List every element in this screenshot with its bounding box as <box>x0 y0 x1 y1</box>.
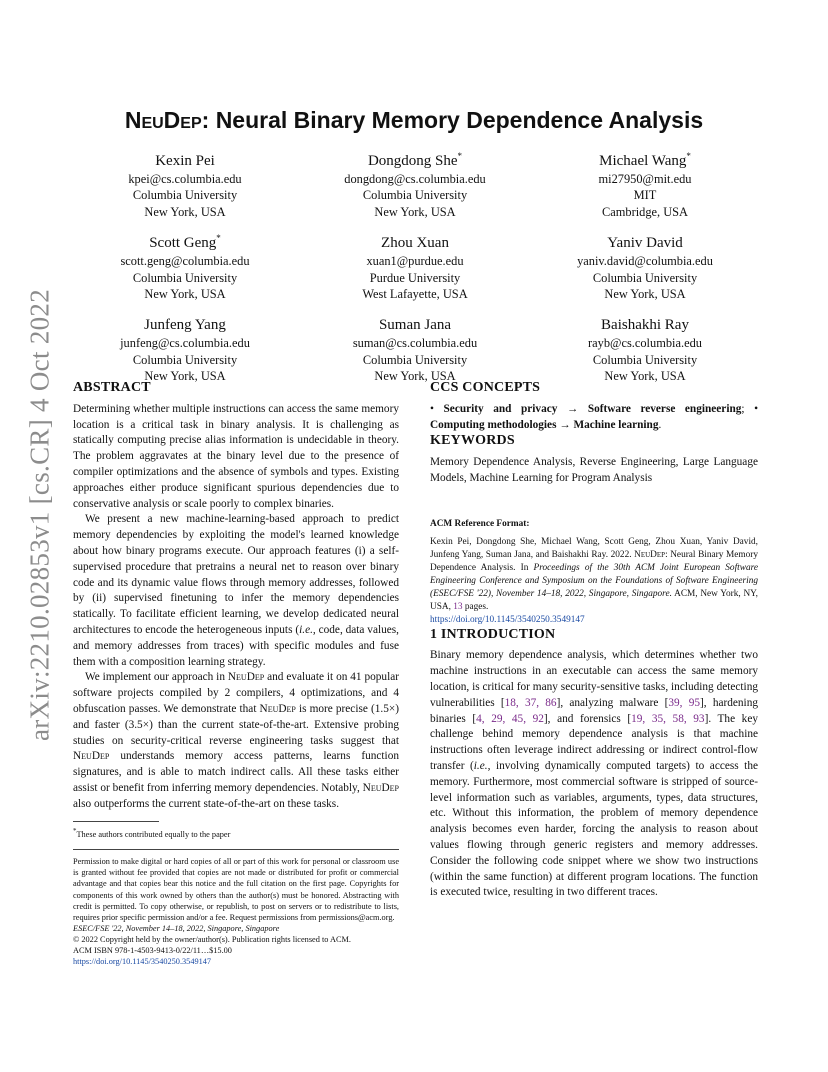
author-name: Junfeng Yang <box>144 317 226 334</box>
author-affiliation: Purdue University <box>369 270 461 285</box>
reference-doi-link[interactable]: https://doi.org/10.1145/3540250.3549147 <box>430 614 585 625</box>
author-location: New York, USA <box>604 369 686 384</box>
permission-block <box>73 856 399 967</box>
author-name: Zhou Xuan <box>381 235 449 252</box>
introduction-paragraph: Binary memory dependence analysis, which determines whether two machine instructions in an executable can access the same memory location, is critical for many security-sensitive tasks, including detecting vulnerabilities [18, 37, 86], analyzing malware [39, 95], hardening binaries [4, 29, 45, 92], and forensics [19, 35, 58, 93]. The key challenge behind memory dependence analysis is that machine instructions often leverage indirect addressing or indirect control-flow transfer (i.e., involving dynamically computed targets) to access the memory. Furthermore, most commercial software is stripped of source-level information such as variables, arguments, types, data structures, etc. Without this information, the problem of memory dependence analysis becomes even harder, forcing the analysis to reason about values flowing through generic registers and memory addresses. Consider the following code snippet where we show two instructions (within the same function) at different program locations. The function is executed twice, resulting in two different traces. <box>430 649 758 899</box>
author-card <box>530 228 760 302</box>
author-affiliation: Columbia University <box>132 188 238 203</box>
author-location: New York, USA <box>374 204 456 219</box>
ccs-heading: CCS CONCEPTS <box>430 380 541 395</box>
author-email: suman@cs.columbia.edu <box>352 336 478 351</box>
arxiv-stamp <box>10 255 70 775</box>
author-card <box>70 228 300 302</box>
author-location: West Lafayette, USA <box>362 287 468 302</box>
author-card <box>530 310 760 384</box>
author-name: Baishakhi Ray <box>601 317 689 334</box>
conference-line: ESEC/FSE '22, November 14–18, 2022, Singapore, Singapore <box>73 923 280 933</box>
author-card <box>70 146 300 220</box>
author-row <box>70 228 760 302</box>
permission-rule <box>73 849 399 850</box>
author-email: yaniv.david@columbia.edu <box>577 254 713 269</box>
arxiv-stamp-text: arXiv:2210.02853v1 [cs.CR] 4 Oct 2022 <box>24 288 55 742</box>
author-location: New York, USA <box>144 204 226 219</box>
author-affiliation: Columbia University <box>362 188 468 203</box>
author-location: New York, USA <box>144 369 226 384</box>
abstract-paragraph-3: We implement our approach in NeuDep and evaluate it on 41 popular software projects compiled by 2 compilers, 4 optimizations, and 4 obfuscation passes. We demonstrate that NeuDep is more precise (1.5×) and faster (3.5×) than the current state-of-the-art. Extensive probing studies on security-critical reverse engineering tasks suggest that NeuDep understands memory access patterns, learns function signatures, and is able to match indirect calls. All these tasks either assist or benefit from inferring memory dependencies. Notably, NeuDep also outperforms the current state-of-the-art on these tasks. <box>73 671 399 810</box>
author-name: Kexin Pei <box>155 153 215 169</box>
paper-title <box>0 107 828 134</box>
author-affiliation: MIT <box>633 188 657 203</box>
acm-reference-heading: ACM Reference Format: <box>430 518 530 529</box>
author-email: junfeng@cs.columbia.edu <box>120 336 250 351</box>
author-email: mi27950@mit.edu <box>598 172 692 186</box>
author-email: dongdong@cs.columbia.edu <box>344 172 486 186</box>
author-name: Suman Jana <box>378 317 452 334</box>
author-location: New York, USA <box>374 369 456 384</box>
author-card <box>530 146 760 220</box>
copyright-line: © 2022 Copyright held by the owner/author(s). Publication rights licensed to ACM. <box>73 934 351 944</box>
author-name: Dongdong She* <box>367 151 463 169</box>
isbn-line: ACM ISBN 978-1-4503-9413-0/22/11…$15.00 <box>73 946 232 956</box>
author-card <box>300 228 530 302</box>
citation-link[interactable]: 19, 35, 58, 93 <box>631 712 705 725</box>
author-affiliation: Columbia University <box>592 352 698 367</box>
citation-link[interactable]: 4, 29, 45, 92 <box>476 712 544 725</box>
permission-statement: Permission to make digital or hard copies of all or part of this work for personal or classroom use is granted without fee provided that copies are not made or distributed for profit or commercial advantage and that copies bear this notice and the full citation on the first page. Copyrights for components of this work owned by others than the author(s) must be honored. Abstracting with credit is permitted. To copy otherwise, or republish, to post on servers or to redistribute to lists, requires prior specific permission and/or a fee. Request permissions from permissions@acm.org. <box>73 857 399 922</box>
author-email: rayb@cs.columbia.edu <box>588 336 702 351</box>
doi-link[interactable]: https://doi.org/10.1145/3540250.3549147 <box>73 957 212 967</box>
author-location: Cambridge, USA <box>601 204 689 219</box>
abstract-paragraph-2: We present a new machine-learning-based approach to predict memory dependencies by exploiting the model's learned knowledge about how binary programs execute. Our approach features (i) a self-supervised procedure that pretrains a neural net to reason over binary code and its dynamic value flows through memory addresses, followed by (ii) supervised finetuning to infer the memory dependencies statically. To facilitate efficient learning, we develop dedicated neural architectures to encode the heterogeneous inputs (i.e., code, data values, and memory addresses from traces) with specific modules and fuse them with a composition learning strategy. <box>73 513 399 668</box>
author-email: kpei@cs.columbia.edu <box>128 172 242 186</box>
author-affiliation: Columbia University <box>132 270 238 285</box>
author-affiliation: Columbia University <box>132 352 238 367</box>
ccs-concepts: • Security and privacy → Software reverse engineering; • Computing methodologies → Machine learning. <box>430 402 759 431</box>
author-affiliation: Columbia University <box>362 352 468 367</box>
acm-reference: Kexin Pei, Dongdong She, Michael Wang, Scott Geng, Zhou Xuan, Yaniv David, Junfeng Yang, Suman Jana, and Baishakhi Ray. 2022. NeuDep: Neural Binary Memory Dependence Analysis. In Proceedings of the 30th ACM Joint European Software Engineering Conference and Symposium on the Foundations of Software Engineering (ESEC/FSE '22), November 14–18, 2022, Singapore, Singapore. ACM, New York, NY, USA, 13 pages. https://doi.org/10.1145/3540250.3549147 <box>430 536 758 625</box>
equal-contribution-footnote: *These authors contributed equally to the paper <box>73 827 231 839</box>
keywords-text: Memory Dependence Analysis, Reverse Engineering, Large Language Models, Machine Learning for Program Analysis <box>430 456 758 484</box>
author-affiliation: Columbia University <box>592 270 698 285</box>
citation-link[interactable]: 39, 95 <box>668 696 701 709</box>
introduction-heading: 1 INTRODUCTION <box>430 626 556 642</box>
author-card <box>70 310 300 384</box>
citation-link[interactable]: 18, 37, 86 <box>504 696 557 709</box>
title-rest: : Neural Binary Memory Dependence Analysis <box>201 107 704 133</box>
abstract-paragraph-1: Determining whether multiple instructions can access the same memory location is a critical task in binary analysis. It is challenging as statically computing precise alias information is undecidable in theory. The problem aggravates at the binary level due to the presence of compiler optimizations and the absence of symbols and types. Existing approaches either produce significant spurious dependencies due to conservative analysis or scale poorly to complex binaries. <box>73 402 399 510</box>
page-count-link[interactable]: 13 <box>453 601 463 612</box>
keywords-heading: KEYWORDS <box>430 433 515 449</box>
author-card <box>300 310 530 384</box>
abstract-heading: ABSTRACT <box>73 380 151 395</box>
author-card <box>300 146 530 220</box>
footnote-rule <box>73 821 159 822</box>
author-block <box>70 146 760 393</box>
title-system-name: NeuDep <box>124 107 202 133</box>
author-email: xuan1@purdue.edu <box>366 254 464 269</box>
author-name: Michael Wang* <box>599 151 691 169</box>
right-column <box>430 380 758 901</box>
left-column <box>73 380 399 967</box>
author-row <box>70 146 760 220</box>
author-email: scott.geng@columbia.edu <box>120 254 250 269</box>
author-location: New York, USA <box>604 287 686 302</box>
author-name: Scott Geng* <box>149 233 221 252</box>
author-row <box>70 310 760 384</box>
author-name: Yaniv David <box>607 235 683 252</box>
author-location: New York, USA <box>144 287 226 302</box>
